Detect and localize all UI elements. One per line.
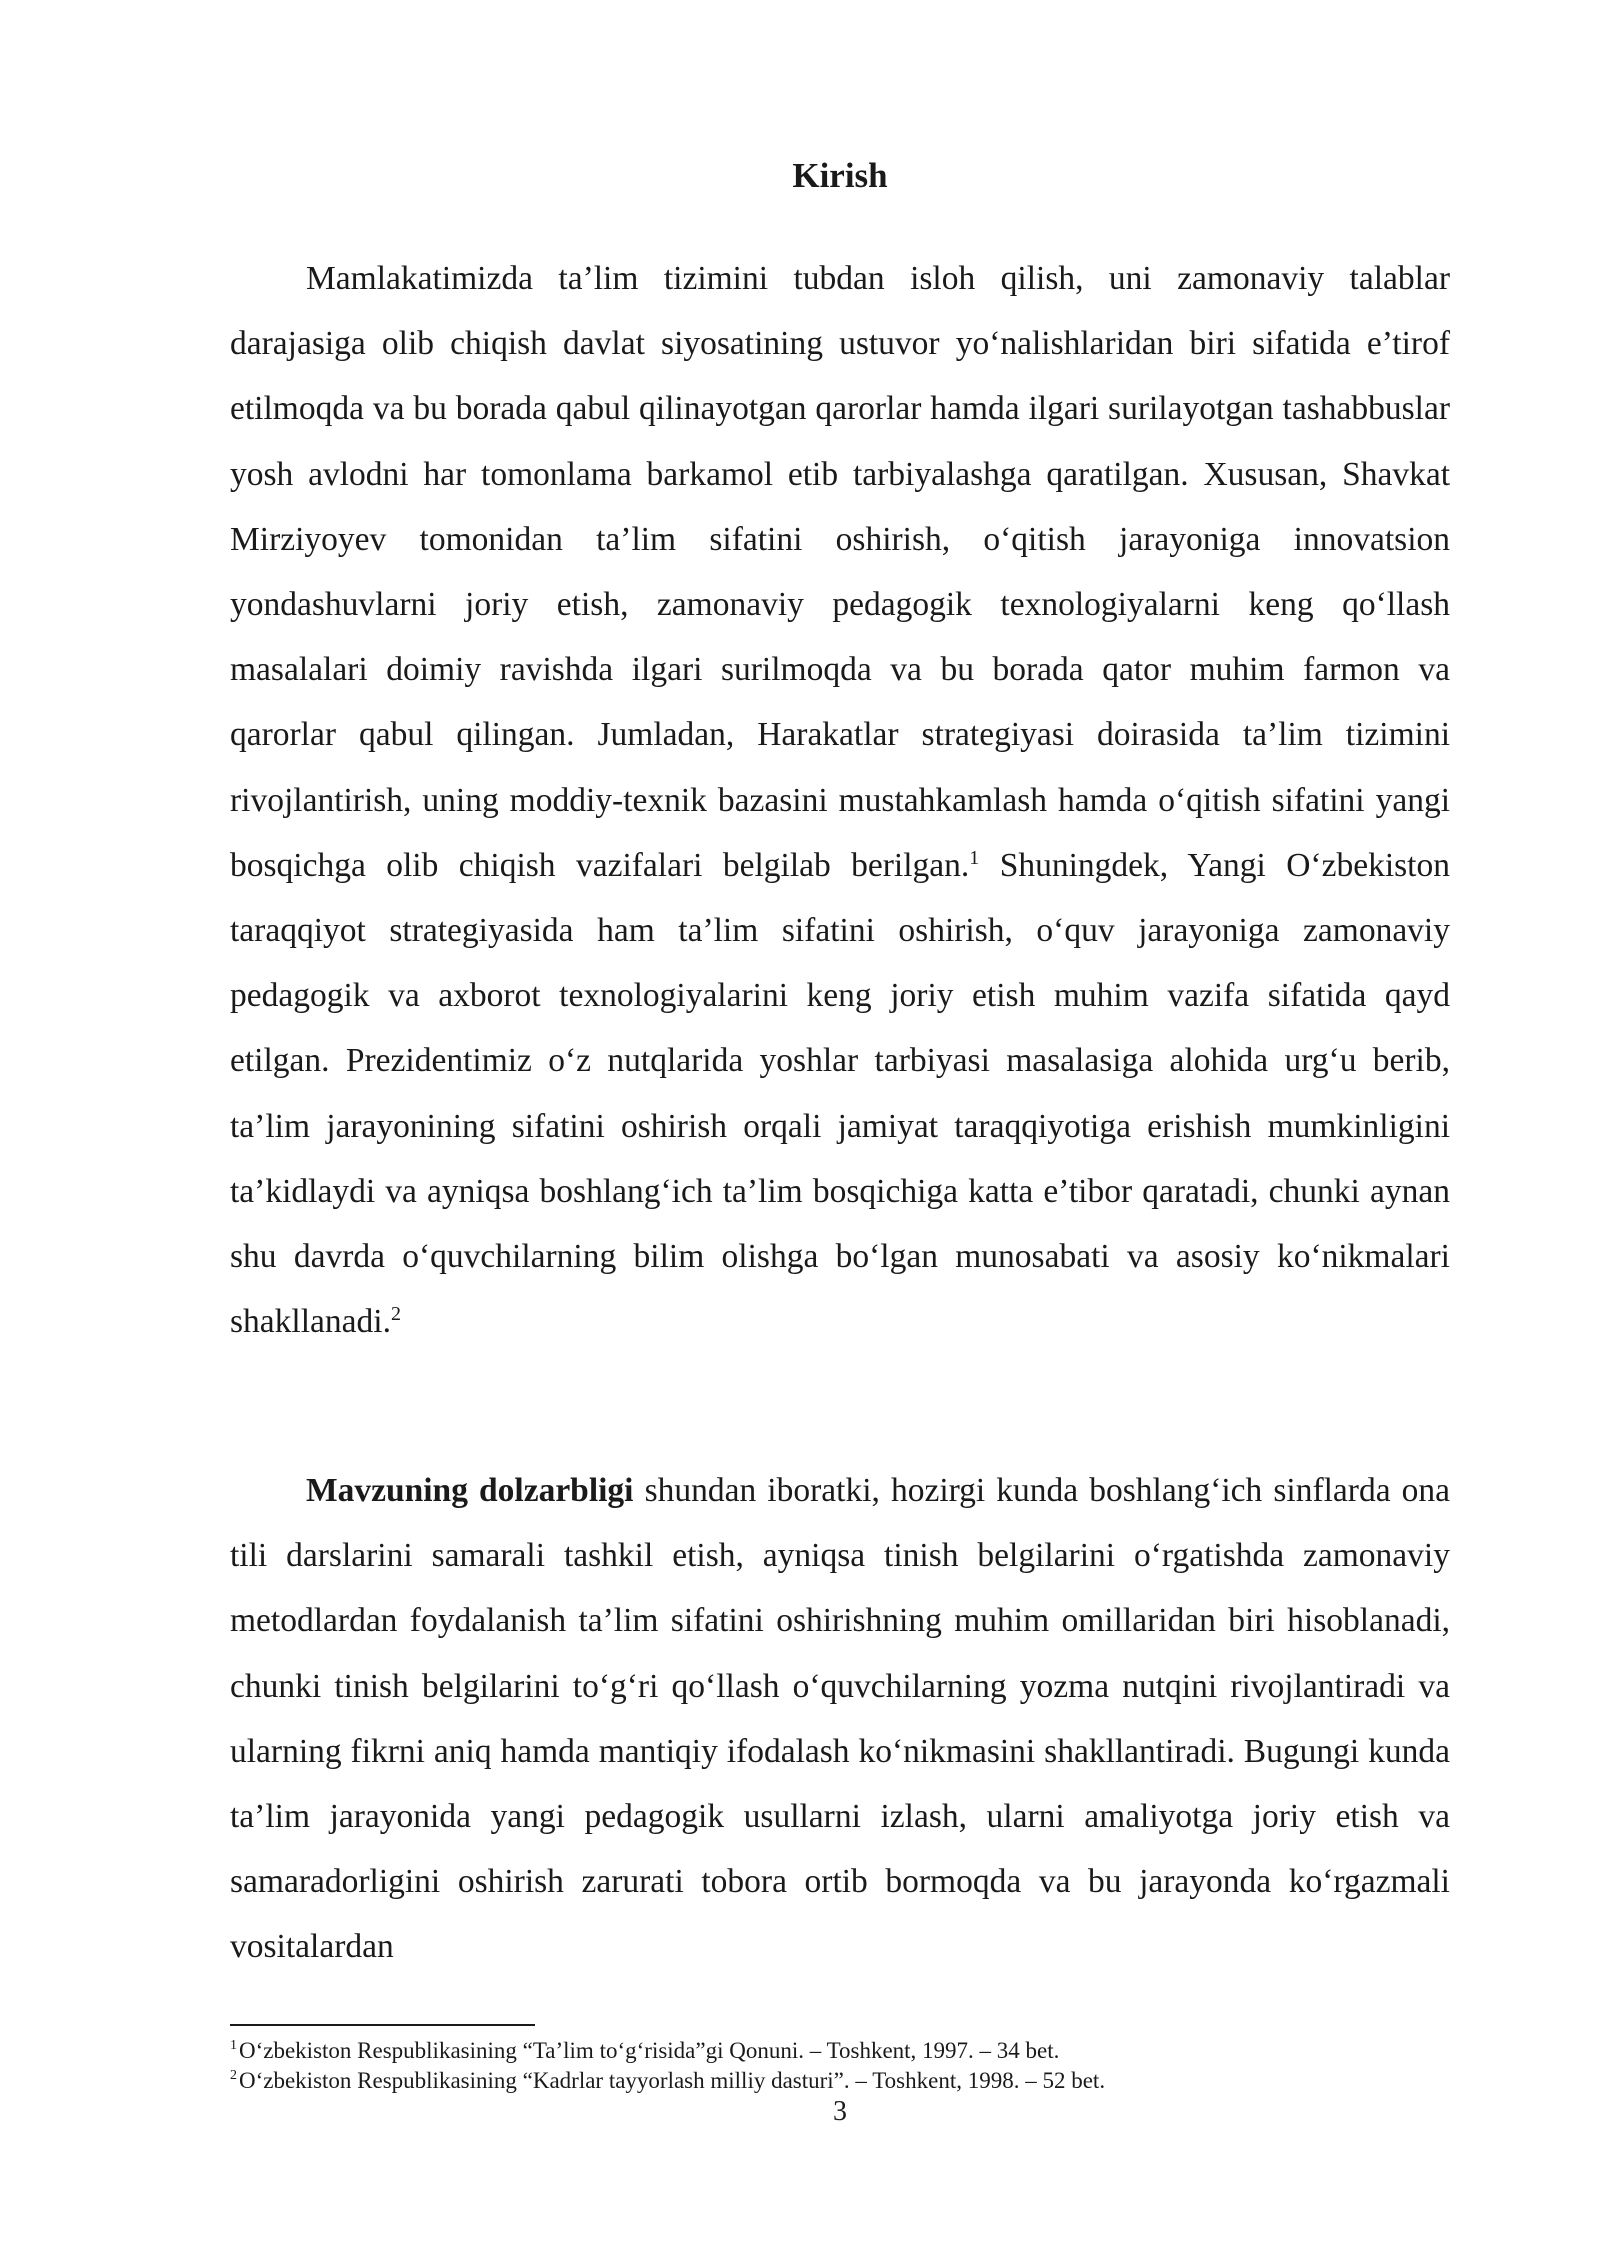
footnote-mark: 2	[230, 2068, 237, 2084]
footnote-ref-2[interactable]: 2	[390, 1303, 401, 1326]
relevance-paragraph-text: shundan iboratki, hozirgi kunda boshlang‘ich sinflarda ona tili darslarini samarali tashkil etish, ayniqsa tinish belgilarini o‘rgatishda zamonaviy metodlardan foydalanish ta’lim sifatini oshirishning muhim omillaridan biri hisoblanadi, chunki tinish belgilarini to‘g‘ri qo‘llash o‘quvchilarning yozma nutqini rivojlantiradi va ularning fikrni aniq hamda mantiqiy ifodalash ko‘nikmasini shakllantiradi. Bugungi kunda ta’lim jarayonida yangi pedagogik usullarni izlash, ularni amaliyotga joriy etish va samaradorligini oshirish zarurati tobora ortib bormoqda va bu jarayonda ko‘rgazmali vositalardan	[230, 1472, 1451, 1966]
footnote-mark: 1	[230, 2038, 237, 2054]
footnote-ref-1[interactable]: 1	[969, 846, 980, 869]
intro-paragraph	[230, 246, 1450, 1354]
footnote-text: O‘zbekiston Respublikasining “Ta’lim to‘g‘risida”gi Qonuni. – Toshkent, 1997. – 34 bet.	[239, 2038, 1060, 2063]
relevance-paragraph	[230, 1458, 1450, 1980]
footnotes	[230, 2036, 1450, 2096]
intro-paragraph-text-part2: Shuningdek, Yangi O‘zbekiston taraqqiyot strategiyasida ham ta’lim sifatini oshirish, o‘quv jarayoniga zamonaviy pedagogik va axborot texnologiyalarini keng joriy etish muhim vazifa sifatida qayd etilgan. Prezidentimiz o‘z nutqlarida yoshlar tarbiyasi masalasiga alohida urg‘u berib, ta’lim jarayonining sifatini oshirish orqali jamiyat taraqqiyotiga erishish mumkinligini ta’kidlaydi va ayniqsa boshlang‘ich ta’lim bosqichiga katta e’tibor qaratadi, chunki aynan shu davrda o‘quvchilarning bilim olishga bo‘lgan munosabati va asosiy ko‘nikmalari shakllanadi.	[230, 846, 1450, 1341]
footnote-item	[230, 2036, 1450, 2066]
footnote-separator	[230, 2024, 535, 2026]
section-title: Kirish	[792, 156, 888, 195]
footnote-text: O‘zbekiston Respublikasining “Kadrlar tayyorlash milliy dasturi”. – Toshkent, 1998. – 52 bet.	[239, 2068, 1106, 2093]
footnote-item	[230, 2066, 1450, 2096]
page-number: 3	[833, 2096, 847, 2127]
intro-paragraph-text-part1: Mamlakatimizda ta’lim tizimini tubdan isloh qilish, uni zamonaviy talablar darajasiga olib chiqish davlat siyosatining ustuvor yo‘nalishlaridan biri sifatida e’tirof etilmoqda va bu borada qabul qilinayotgan qarorlar hamda ilgari surilayotgan tashabbuslar yosh avlodni har tomonlama barkamol etib tarbiyalashga qaratilgan. Xususan, Shavkat Mirziyoyev tomonidan ta’lim sifatini oshirish, o‘qitish jarayoniga innovatsion yondashuvlarni joriy etish, zamonaviy pedagogik texnologiyalarni keng qo‘llash masalalari doimiy ravishda ilgari surilmoqda va bu borada qator muhim farmon va qarorlar qabul qilingan. Jumladan, Harakatlar strategiyasi doirasida ta’lim tizimini rivojlantirish, uning moddiy-texnik bazasini mustahkamlash hamda o‘qitish sifatini yangi bosqichga olib chiqish vazifalari belgilab berilgan.	[230, 260, 1450, 884]
relevance-heading-term: Mavzuning dolzarbligi	[306, 1472, 634, 1509]
